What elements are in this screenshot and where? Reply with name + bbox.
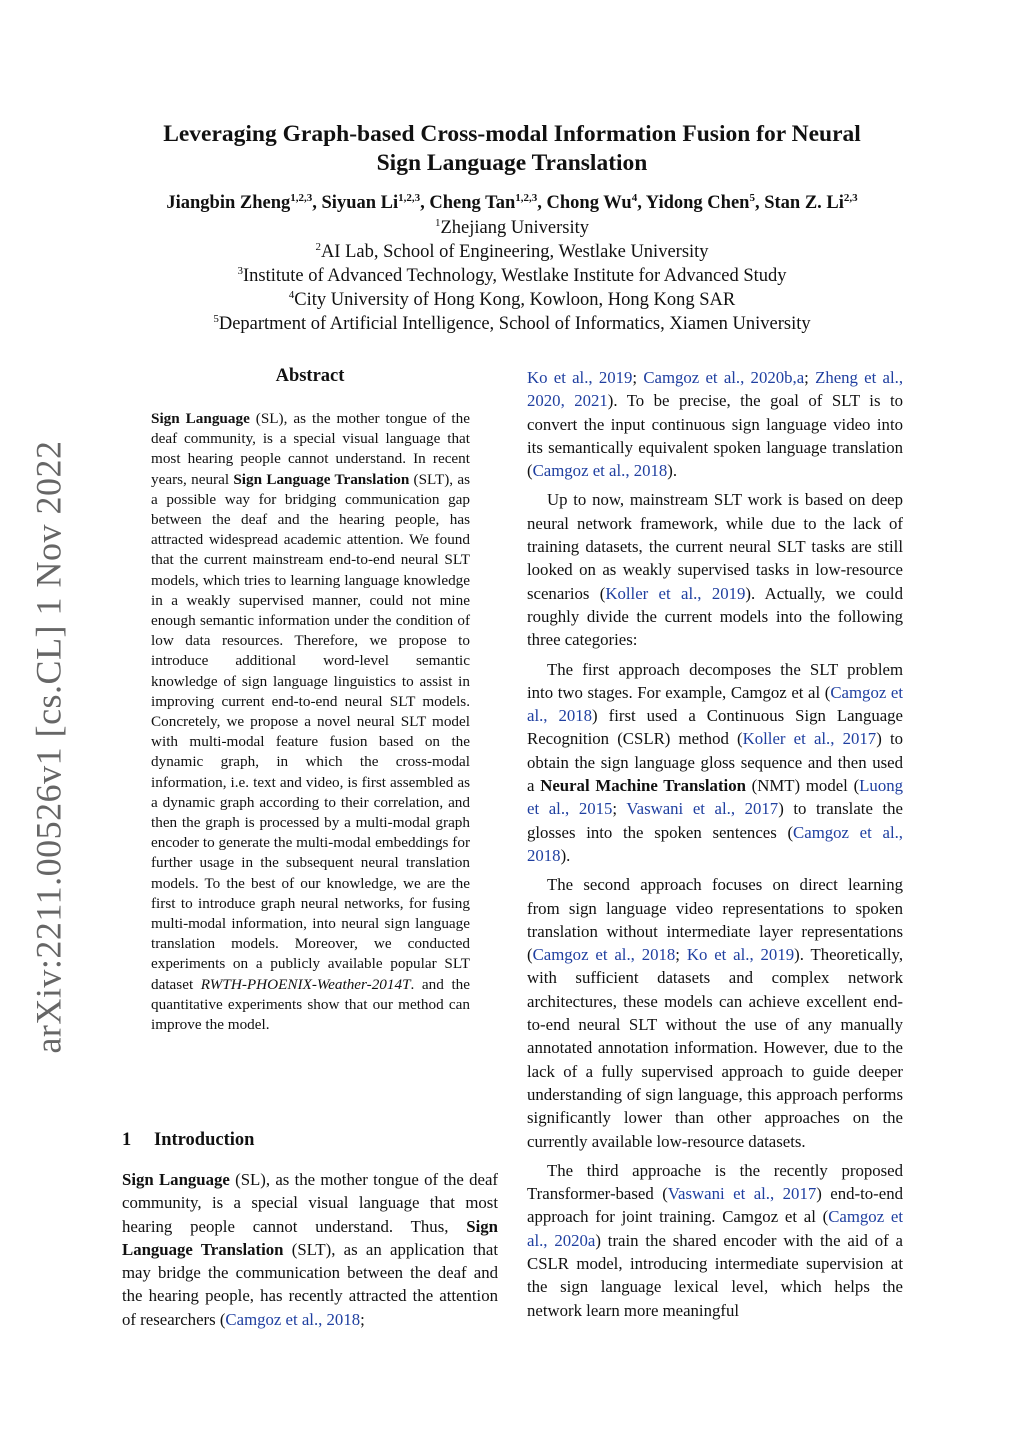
title-line-2: Sign Language Translation — [376, 150, 648, 176]
section-number: 1 — [122, 1130, 132, 1150]
citation-link[interactable]: Vaswani et al., 2017 — [667, 1184, 817, 1204]
author-list — [96, 190, 928, 216]
author: Stan Z. Li$^{2,3}$ — [764, 191, 858, 213]
paper-title — [110, 120, 914, 178]
paragraph: Up to now, mainstream SLT work is based on deep neural network framework, while due to the lack of training datasets, the current neural SLT tasks are still looked on as weakly supervised tasks in low-resource scenarios (Koller et al., 2019). Actually, we could roughly divide the current models into the following three categories: — [527, 490, 903, 650]
affiliation: $^1$Zhejiang University — [435, 216, 589, 238]
citation-link[interactable]: Zheng et al., 2020, 2021 — [527, 368, 904, 411]
citation-link[interactable]: Camgoz et al., 2018 — [527, 682, 903, 726]
left-column-body — [122, 1168, 498, 1337]
author: Chong Wu$^4$, — [546, 191, 646, 213]
abstract-heading: Abstract — [275, 366, 345, 386]
arxiv-identifier-stamp — [6, 440, 92, 1054]
paragraph: The third approache is the recently proposed Transformer-based (Vaswani et al., 2017) end-to-end approach for joint training. Camgoz et al (Camgoz et al., 2020a) train the shared encoder with the aid of a CSLR model, introducing intermediate supervision at the sign language lexical level, which helps the network learn more meaningful — [527, 1160, 904, 1320]
right-column-body — [527, 366, 903, 1328]
paragraph: Sign Language (SL), as the mother tongue of the deaf community, is a special visual language that most hearing people cannot understand. Thus, Sign Language Translation (SLT), as an application that may bridge the communication between the deaf and the hearing people, has recently attracted the attention of researchers (Camgoz et al., 2018; — [122, 1170, 498, 1329]
citation-link[interactable]: Koller et al., 2017 — [742, 729, 877, 749]
paragraph: The first approach decomposes the SLT problem into two stages. For example, Camgoz et al (Camgoz et al., 2018) first used a Continuous Sign Language Recognition (CSLR) method (Koller et al., 2017) to obtain the sign language gloss sequence and then used a Neural Machine Translation (NMT) model (Luong et al., 2015; Vaswani et al., 2017) to translate the glosses into the spoken sentences (Camgoz et al., 2018). — [527, 659, 904, 865]
citation-link[interactable]: Camgoz et al., 2018 — [532, 945, 676, 965]
citation-link[interactable]: Vaswani et al., 2017 — [626, 799, 779, 819]
abstract-body: Sign Language (SL), as the mother tongue of the deaf community, is a special visual language that most hearing people cannot understand. In recent years, neural Sign Language Translation (SLT), as a possible way for bridging communication gap between the deaf and the hearing people, has attracted widespread academic attention. We found that the current mainstream end-to-end neural SLT models, which tries to learning language knowledge in a weakly supervised manner, could not mine enough semantic information under the condition of low data resources. Therefore, we propose to introduce additional word-level semantic knowledge of sign language linguistics to assist in improving current end-to-end neural SLT models. Concretely, we propose a novel neural SLT model with multi-modal feature fusion based on the dynamic graph, in which the cross-modal information, i.e. text and video, is first assembled as a dynamic graph according to their correlation, and then the graph is processed by a multi-modal graph encoder to generate the multi-modal embeddings for further usage in the subsequent neural translation models. To the best of our knowledge, we are the first to introduce graph neural networks, for fusing multi-modal information, into neural sign language translation models. Moreover, we conducted experiments on a publicly available popular SLT dataset RWTH-PHOENIX-Weather-2014T. and the quantitative experiments show that our method can improve the model. — [151, 410, 471, 1034]
citation-link[interactable]: Camgoz et al., 2020b,a — [643, 368, 805, 387]
affiliation: $^3$Institute of Advanced Technology, Westlake Institute for Advanced Study — [237, 264, 787, 286]
citation-link[interactable]: Camgoz et al., 2018 — [225, 1309, 361, 1329]
citation-link[interactable]: Luong et al., 2015 — [527, 776, 903, 819]
paragraph: The second approach focuses on direct learning from sign language video representations to spoken translation without intermediate layer representations (Camgoz et al., 2018; Ko et al., 2019). Theoretically, with sufficient datasets and complex network architectures, these models can achieve excellent end-to-end neural SLT without the use of any manually annotated annotation information. However, due to the lack of a fully supervised approach to guide deeper understanding of sign language, this approach performs significantly lower than other approaches on the currently available low-resource datasets. — [527, 875, 904, 1151]
author: Yidong Chen$^5$, — [645, 191, 765, 213]
citation-link[interactable]: Camgoz et al., 2018 — [527, 822, 903, 865]
paragraph: Ko et al., 2019; Camgoz et al., 2020b,a; Zheng et al., 2020, 2021). To be precise, the goal of SLT is to convert the input continuous sign language video into its semantically equivalent spoken language translation (Camgoz et al., 2018). — [527, 368, 904, 481]
affiliation: $^2$AI Lab, School of Engineering, Westlake University — [315, 240, 709, 262]
author: Jiangbin Zheng$^{1,2,3}$, — [166, 191, 322, 213]
author: Siyuan Li$^{1,2,3}$, — [321, 191, 430, 213]
affiliation: $^4$City University of Hong Kong, Kowloon, Hong Kong SAR — [288, 288, 736, 310]
section-title: Introduction — [154, 1130, 255, 1150]
citation-link[interactable]: Koller et al., 2019 — [605, 583, 746, 603]
citation-link[interactable]: Ko et al., 2019 — [686, 945, 795, 965]
arxiv-id-text: arXiv:2211.00526v1 [cs.CL] 1 Nov 2022 — [29, 440, 70, 1054]
affiliation: $^5$Department of Artificial Intelligence, School of Informatics, Xiamen University — [213, 312, 811, 334]
citation-link[interactable]: Camgoz et al., 2018 — [532, 461, 668, 481]
title-line-1: Leveraging Graph-based Cross-modal Information Fusion for Neural — [163, 121, 861, 147]
citation-link[interactable]: Camgoz et al., 2020a — [527, 1207, 904, 1250]
author: Cheng Tan$^{1,2,3}$, — [429, 191, 547, 213]
section-heading-introduction — [122, 1130, 502, 1151]
citation-link[interactable]: Ko et al., 2019 — [527, 368, 633, 387]
